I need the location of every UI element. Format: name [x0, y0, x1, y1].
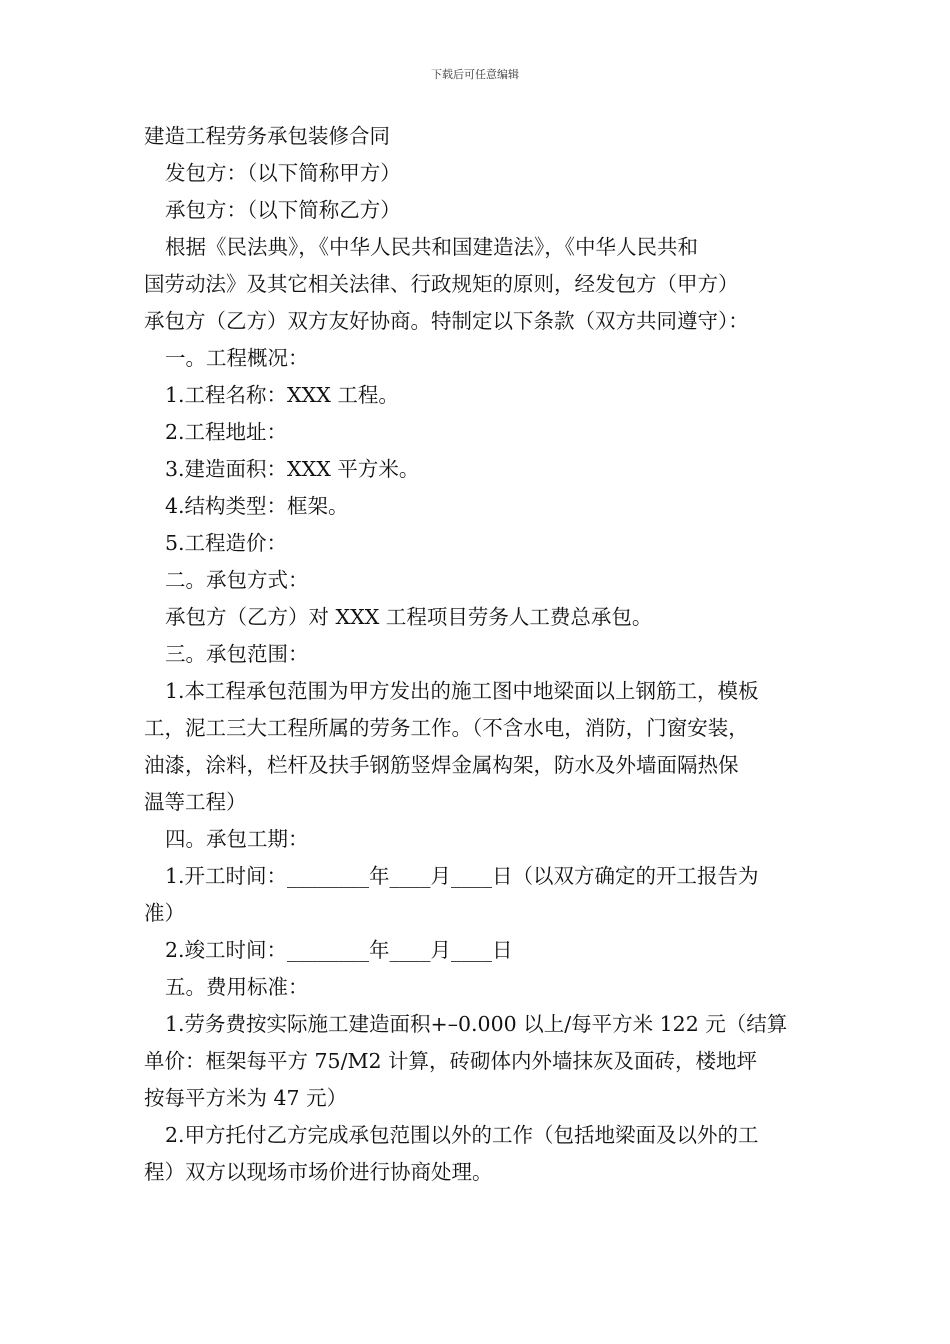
- document-body: [144, 118, 824, 1191]
- section-4-heading: 四。承包工期：: [165, 827, 309, 851]
- section-3-line-3: 油漆，涂料，栏杆及扶手钢筋竖焊金属构架，防水及外墙面隔热保: [144, 753, 739, 777]
- section-2-heading: 二。承包方式：: [165, 568, 309, 592]
- section-1-item-4: 4.结构类型：框架。: [165, 494, 349, 518]
- section-5-item-1-line-3: 按每平方米为 47 元）: [144, 1086, 348, 1110]
- preamble-line-3: 承包方（乙方）双方友好协商。特制定以下条款（双方共同遵守）：: [144, 309, 749, 333]
- section-1-item-1: 1.工程名称：XXX 工程。: [165, 383, 399, 407]
- section-5-item-2-line-1: 2.甲方托付乙方完成承包范围以外的工作（包括地梁面及以外的工: [165, 1123, 759, 1147]
- section-5-item-1-line-2: 单价：框架每平方 75/M2 计算，砖砌体内外墙抹灰及面砖，楼地坪: [144, 1049, 758, 1073]
- section-5-item-1-line-1: 1.劳务费按实际施工建造面积+–0.000 以上/每平方米 122 元（结算: [165, 1012, 788, 1036]
- section-3-line-4: 温等工程）: [144, 790, 247, 814]
- page-header-note: 下载后可任意编辑: [431, 68, 519, 81]
- section-1-item-3: 3.建造面积：XXX 平方米。: [165, 457, 420, 481]
- section-1-heading: 一。工程概况：: [165, 346, 309, 370]
- preamble-line-2: 国劳动法》及其它相关法律、行政规矩的原则，经发包方（甲方）: [144, 272, 739, 296]
- section-1-item-5: 5.工程造价：: [165, 531, 288, 555]
- section-3-line-1: 1.本工程承包范围为甲方发出的施工图中地梁面以上钢筋工，模板: [165, 679, 759, 703]
- party-a-line: 发包方：（以下简称甲方）: [165, 161, 401, 185]
- document-title: 建造工程劳务承包装修合同: [144, 124, 390, 148]
- section-1-item-2: 2.工程地址：: [165, 420, 288, 444]
- section-4-item-1-line-2: 准）: [144, 901, 185, 925]
- section-3-heading: 三。承包范围：: [165, 642, 309, 666]
- section-5-heading: 五。费用标准：: [165, 975, 309, 999]
- section-4-item-1-line-1: 1.开工时间：________年____月____日（以双方确定的开工报告为: [165, 864, 759, 888]
- section-2-text: 承包方（乙方）对 XXX 工程项目劳务人工费总承包。: [165, 605, 653, 629]
- party-b-line: 承包方：（以下简称乙方）: [165, 198, 401, 222]
- section-3-line-2: 工，泥工三大工程所属的劳务工作。（不含水电，消防，门窗安装，: [144, 716, 749, 740]
- section-5-item-2-line-2: 程）双方以现场市场价进行协商处理。: [144, 1160, 493, 1184]
- preamble-line-1: 根据《民法典》，《中华人民共和国建造法》，《中华人民共和: [165, 235, 698, 259]
- section-4-item-2: 2.竣工时间：________年____月____日: [165, 938, 513, 962]
